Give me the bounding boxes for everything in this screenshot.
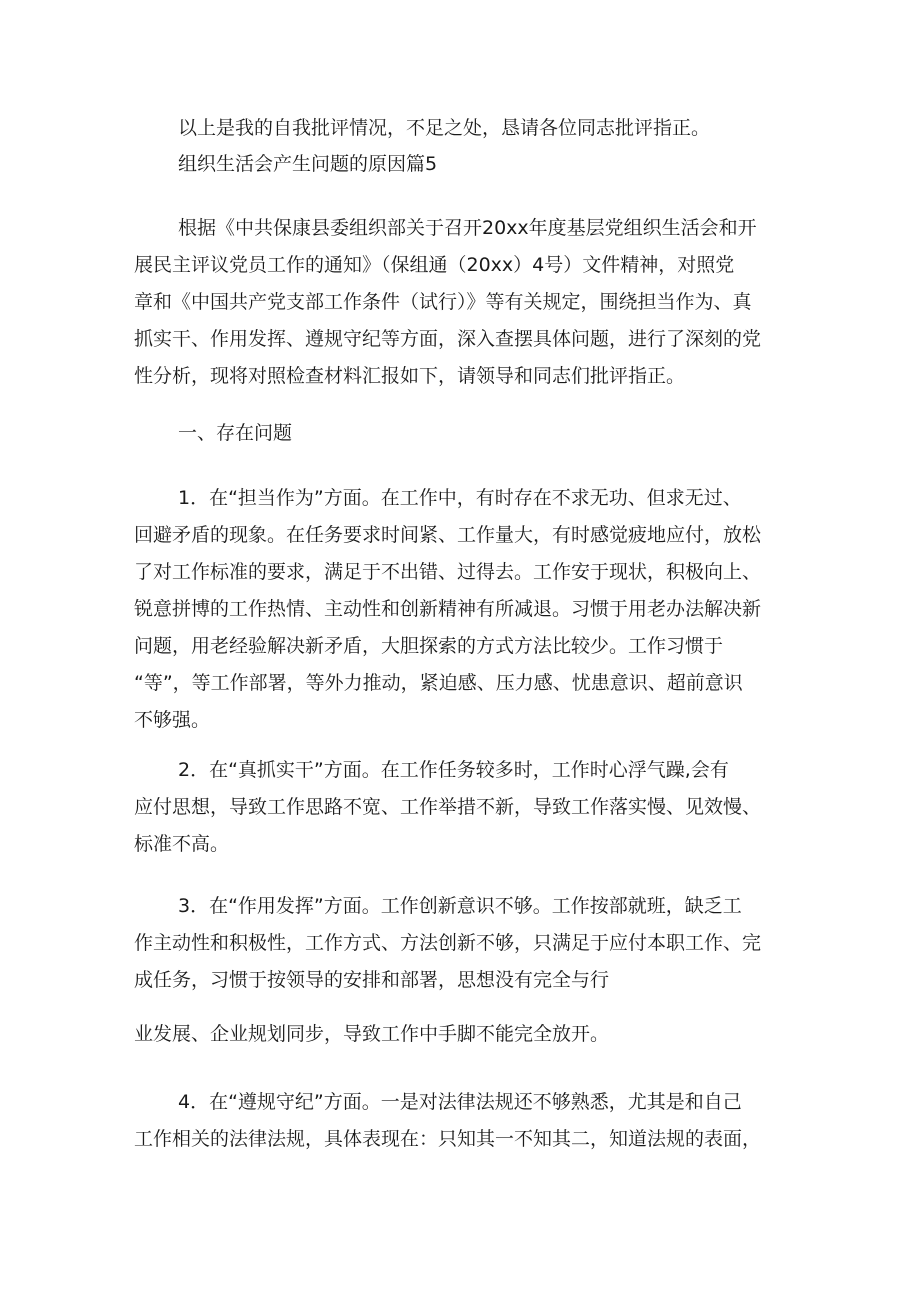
item-1-line: 回避矛盾的现象。在任务要求时间紧、工作量大，有时感觉疲地应付，放松 bbox=[134, 524, 762, 546]
item-3-cont-line: 业发展、企业规划同步，导致工作中手脚不能完全放开。 bbox=[134, 1023, 610, 1045]
intro-paragraph bbox=[134, 210, 794, 395]
item-1-line: 问题，用老经验解决新矛盾，大胆探索的方式方法比较少。工作习惯于 bbox=[134, 635, 724, 657]
item-2-line: 标准不高。 bbox=[134, 833, 230, 855]
item-2-paragraph bbox=[134, 752, 794, 863]
item-1-line: 了对工作标准的要求，满足于不出错、过得去。工作安于现状，积极向上、 bbox=[134, 561, 762, 583]
intro-line: 章和《中国共产党支部工作条件（试行）》等有关规定，围绕担当作为、真 bbox=[134, 291, 752, 313]
intro-line: 抓实干、作用发挥、遵规守纪等方面，深入查摆具体问题，进行了深刻的党 bbox=[134, 328, 762, 350]
intro-line: 根据《中共保康县委组织部关于召开20xx年度基层党组织生活会和开 bbox=[178, 217, 757, 239]
item-4-line: 4．在“遵规守纪”方面。一是对法律法规还不够熟悉，尤其是和自己 bbox=[178, 1091, 742, 1113]
heading-existing-problems: 一、存在问题 bbox=[178, 422, 293, 444]
item-3-continuation bbox=[134, 1016, 794, 1053]
item-4-line: 工作相关的法律法规，具体表现在：只知其一不知其二，知道法规的表面， bbox=[134, 1128, 762, 1150]
intro-line: 展民主评议党员工作的通知》（保组通（20xx）4号）文件精神，对照党 bbox=[134, 254, 735, 276]
item-4-paragraph bbox=[134, 1084, 794, 1158]
item-1-line: 不够强。 bbox=[134, 709, 211, 731]
item-1-line: “等”，等工作部署，等外力推动，紧迫感、压力感、忧患意识、超前意识 bbox=[134, 672, 743, 694]
intro-line: 性分析，现将对照检查材料汇报如下，请领导和同志们批评指正。 bbox=[134, 365, 686, 387]
section-title: 组织生活会产生问题的原因篇5 bbox=[178, 153, 438, 175]
item-1-line: 锐意拼博的工作热情、主动性和创新精神有所减退。习惯于用老办法解决新 bbox=[134, 598, 762, 620]
item-2-line: 2．在“真抓实干”方面。在工作任务较多时，工作时心浮气躁,会有 bbox=[178, 759, 729, 781]
item-3-line: 3．在“作用发挥”方面。工作创新意识不够。工作按部就班，缺乏工 bbox=[178, 895, 742, 917]
item-3-line: 作主动性和积极性，工作方式、方法创新不够，只满足于应付本职工作、完 bbox=[134, 932, 762, 954]
item-2-line: 应付思想，导致工作思路不宽、工作举措不新，导致工作落实慢、见效慢、 bbox=[134, 796, 762, 818]
closing-line: 以上是我的自我批评情况，不足之处，恳请各位同志批评指正。 bbox=[178, 117, 711, 139]
item-1-line: 1．在“担当作为”方面。在工作中，有时存在不求无功、但求无过、 bbox=[178, 487, 742, 509]
item-3-paragraph bbox=[134, 888, 794, 999]
item-3-line: 成任务，习惯于按领导的安排和部署，思想没有完全与行 bbox=[134, 969, 610, 991]
item-1-paragraph bbox=[134, 480, 794, 739]
